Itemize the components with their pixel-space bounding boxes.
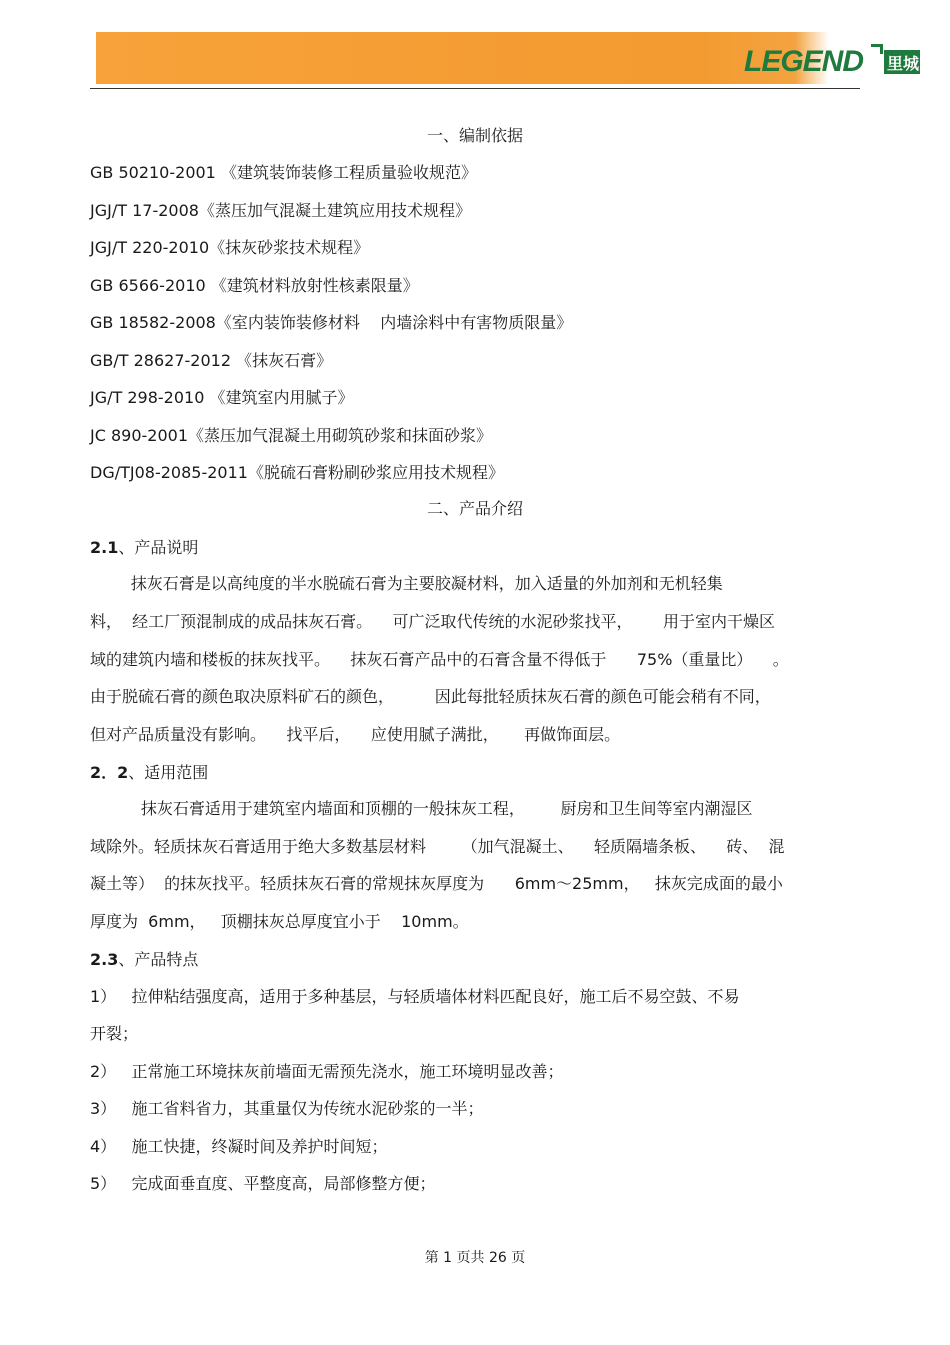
- header-rule: [90, 88, 860, 89]
- feature-item: 4） 施工快捷，终凝时间及养护时间短；: [90, 1137, 388, 1156]
- standard-item: JGJ/T 220-2010《抹灰砂浆技术规程》: [90, 238, 370, 257]
- paragraph-line: 料， 经工厂预混制成的成品抹灰石膏。 可广泛取代传统的水泥砂浆找平， 用于室内干燥区: [90, 612, 776, 631]
- section1-title: 一、编制依据: [426, 126, 523, 145]
- feature-item: 开裂；: [90, 1024, 139, 1043]
- subsection-title: 、产品特点: [118, 950, 199, 969]
- standard-item: GB/T 28627-2012 《抹灰石膏》: [90, 351, 333, 370]
- standard-item: GB 18582-2008《室内装饰装修材料 内墙涂料中有害物质限量》: [90, 313, 573, 332]
- standard-item: GB 50210-2001 《建筑装饰装修工程质量验收规范》: [90, 163, 477, 182]
- feature-item: 2） 正常施工环境抹灰前墙面无需预先浇水，施工环境明显改善；: [90, 1062, 564, 1081]
- subsection-title: 、产品说明: [118, 538, 199, 557]
- feature-item: 3） 施工省料省力，其重量仅为传统水泥砂浆的一半；: [90, 1099, 484, 1118]
- subsection-number: 2．2: [90, 763, 129, 782]
- subsection-heading-2-1: [90, 538, 198, 558]
- standard-item: GB 6566-2010 《建筑材料放射性核素限量》: [90, 276, 419, 295]
- paragraph-line: 抹灰石膏是以高纯度的半水脱硫石膏为主要胶凝材料，加入适量的外加剂和无机轻集: [90, 574, 723, 593]
- page-number: 第 1 页共 26 页: [424, 1250, 526, 1266]
- legend-logo: [742, 40, 922, 80]
- paragraph-line: 抹灰石膏适用于建筑室内墙面和顶棚的一般抹灰工程， 厨房和卫生间等室内潮湿区: [90, 799, 753, 818]
- paragraph-line: 域除外。轻质抹灰石膏适用于绝大多数基层材料 （加气混凝土、 轻质隔墙条板、 砖、 混: [90, 837, 785, 856]
- subsection-title: 、适用范围: [128, 763, 209, 782]
- paragraph-line: 由于脱硫石膏的颜色取决原料矿石的颜色， 因此每批轻质抹灰石膏的颜色可能会稍有不同，: [90, 687, 771, 706]
- paragraph-line: 但对产品质量没有影响。 找平后， 应使用腻子满批， 再做饰面层。: [90, 725, 621, 744]
- svg-text:LEGEND: LEGEND: [744, 45, 864, 78]
- standard-item: JC 890-2001《蒸压加气混凝土用砌筑砂浆和抹面砂浆》: [90, 426, 493, 445]
- standard-item: DG/TJ08-2085-2011《脱硫石膏粉刷砂浆应用技术规程》: [90, 463, 504, 482]
- standard-item: JG/T 298-2010 《建筑室内用腻子》: [90, 388, 354, 407]
- subsection-heading-2-2: [90, 763, 208, 783]
- paragraph-line: 域的建筑内墙和楼板的抹灰找平。 抹灰石膏产品中的石膏含量不得低于 75%（重量比） 。: [90, 650, 789, 669]
- feature-item: 1） 拉伸粘结强度高，适用于多种基层，与轻质墙体材料匹配良好，施工后不易空鼓、不易: [90, 987, 740, 1006]
- paragraph-line: 凝土等） 的抹灰找平。轻质抹灰石膏的常规抹灰厚度为 6mm～25mm， 抹灰完成面的最小: [90, 874, 783, 893]
- section2-title: 二、产品介绍: [426, 499, 523, 518]
- subsection-number: 2.1: [90, 538, 119, 557]
- standard-item: JGJ/T 17-2008《蒸压加气混凝土建筑应用技术规程》: [90, 201, 471, 220]
- subsection-number: 2.3: [90, 950, 119, 969]
- paragraph-line: 厚度为 6mm， 顶棚抹灰总厚度宜小于 10mm。: [90, 912, 469, 931]
- svg-text:里城: 里城: [887, 54, 920, 73]
- subsection-heading-2-3: [90, 950, 198, 970]
- feature-item: 5） 完成面垂直度、平整度高，局部修整方便；: [90, 1174, 436, 1193]
